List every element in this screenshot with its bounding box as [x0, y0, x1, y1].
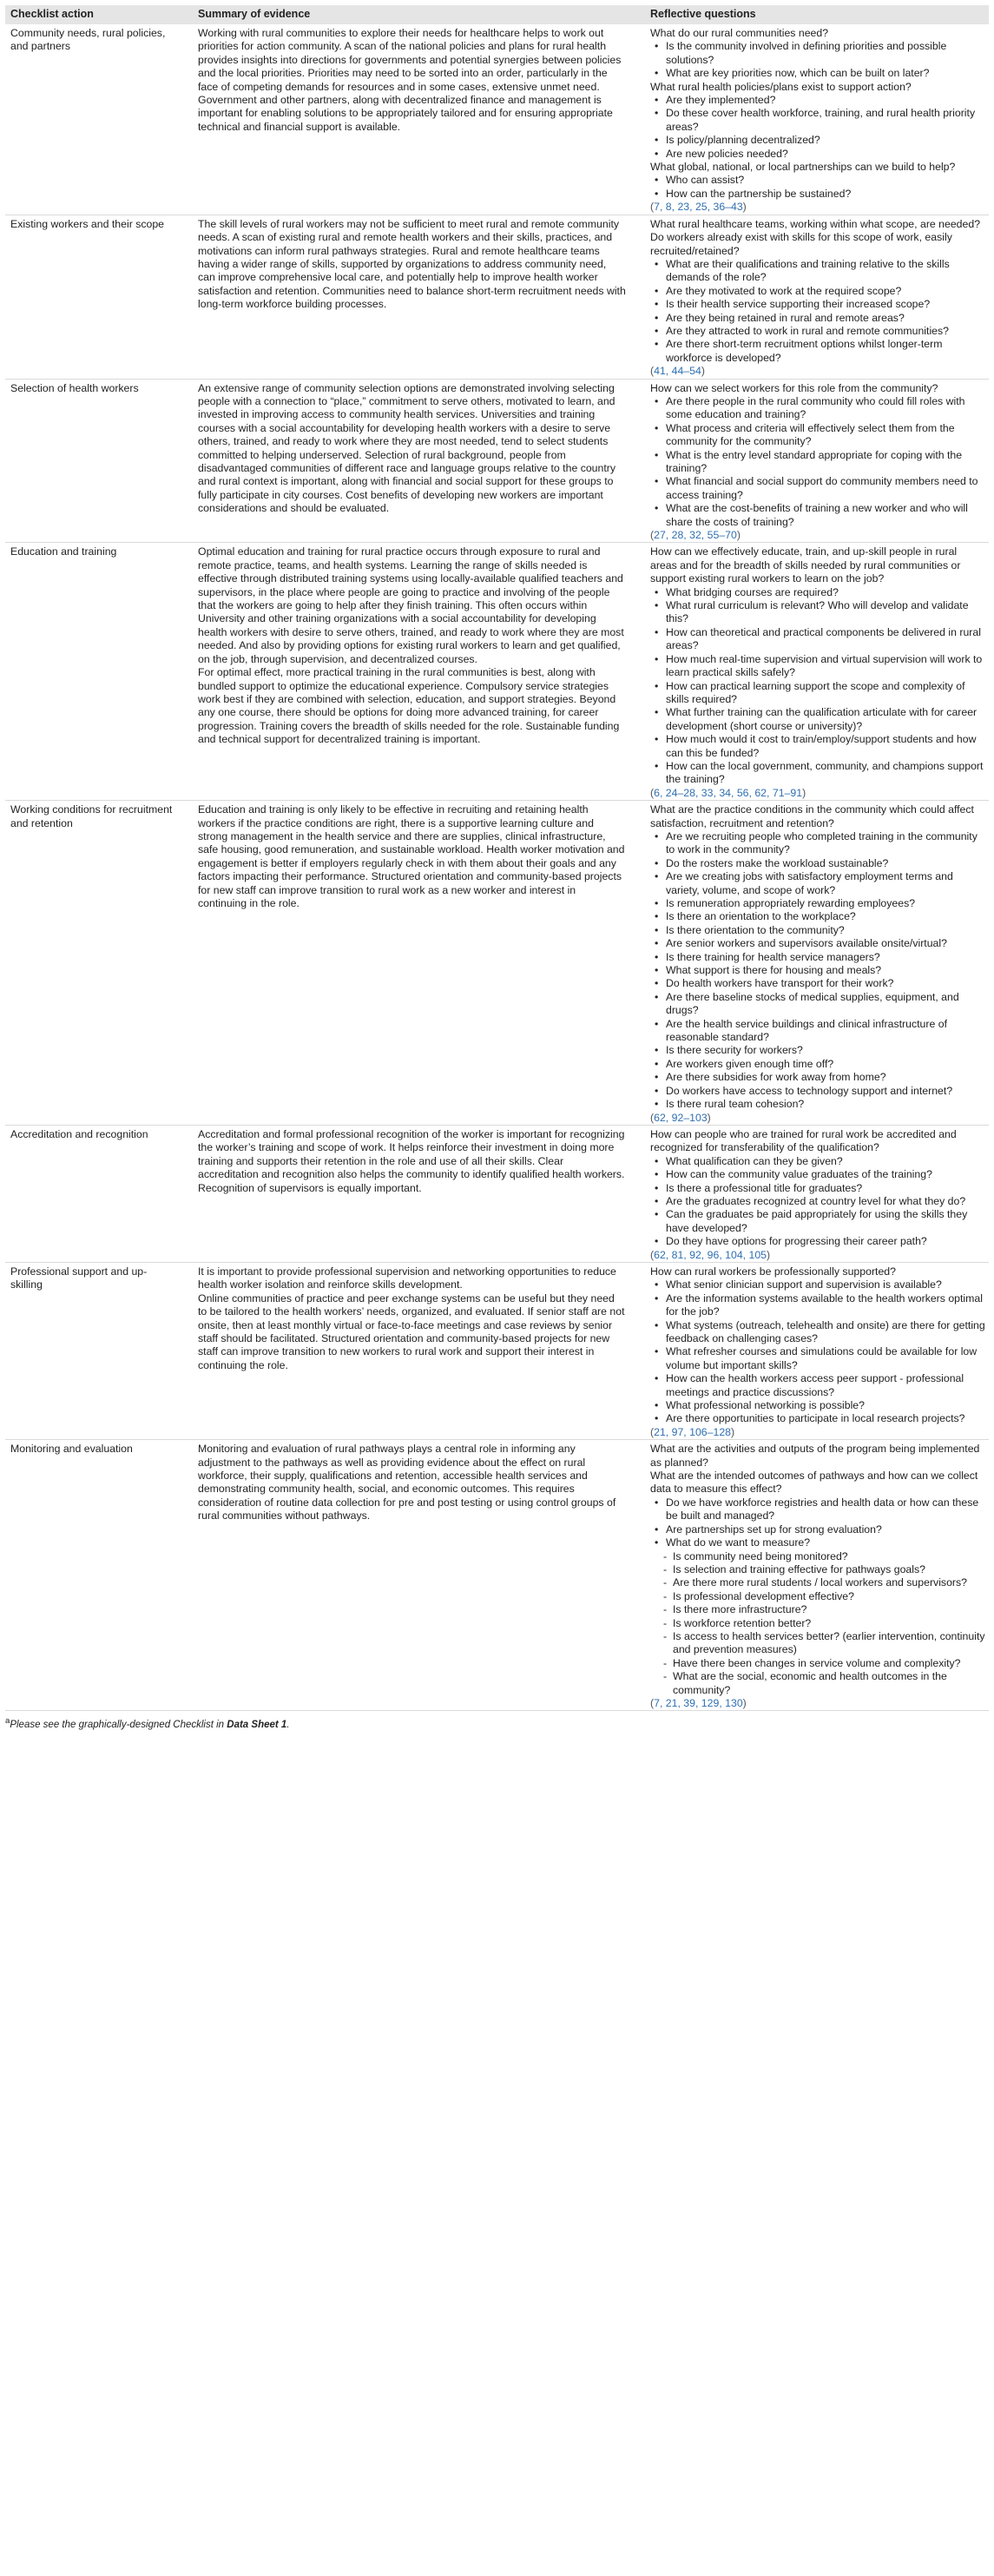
question-item: • What financial and social support do community members need to access training?	[666, 475, 985, 502]
question-item: • Are workers given enough time off?	[666, 1058, 985, 1071]
question-item: • Is there orientation to the community?	[666, 924, 985, 937]
question-item: • What is the entry level standard appropriate for coping with the training?	[666, 449, 985, 476]
question-item: • Do they have options for progressing their career path?	[666, 1235, 985, 1248]
question-lead: Do workers already exist with skills for this scope of work, easily recruited/retained?	[650, 231, 952, 257]
question-item: • Is the community involved in defining priorities and possible solutions?	[666, 40, 985, 67]
question-item: • Who can assist?	[666, 174, 985, 187]
question-item: • Are there opportunities to participate in local research projects?	[666, 1412, 985, 1425]
question-item: • Are there people in the rural community who could fill roles with some education and training?	[666, 395, 985, 422]
question-item: • How can practical learning support the scope and complexity of skills required?	[666, 680, 985, 707]
question-item: • Are there subsidies for work away from home?	[666, 1071, 985, 1084]
question-lead: How can rural workers be professionally supported?	[650, 1265, 896, 1278]
summary-paragraph: Accreditation and formal professional recognition of the worker is important for recognizing the worker’s training and scope of work. It helps reinforce their investment in doing more training and supports their retention in the role and use of all their skills. Clear accreditation and recognition also helps the community to identify qualified health workers. Recognition of supervisors is equally important.	[198, 1127, 625, 1194]
checklist-table	[5, 5, 989, 1711]
question-list	[650, 174, 985, 201]
checklist-action-cell: Education and training	[5, 543, 193, 801]
summary-of-evidence-cell	[193, 1125, 645, 1262]
reference-numbers[interactable]: 62, 92–103	[654, 1111, 708, 1124]
table-row	[5, 801, 989, 1126]
table-row	[5, 543, 989, 801]
reference-citations[interactable]: (6, 24–28, 33, 34, 56, 62, 71–91)	[650, 786, 806, 799]
summary-of-evidence-cell	[193, 1440, 645, 1711]
table-row	[5, 1440, 989, 1711]
measure-item: - What are the social, economic and health outcomes in the community?	[673, 1670, 985, 1697]
question-item: • Do these cover health workforce, training, and rural health priority areas?	[666, 107, 985, 134]
checklist-action-cell: Existing workers and their scope	[5, 215, 193, 379]
footnote-end: .	[286, 1720, 290, 1731]
question-item: • What further training can the qualification articulate with for career development (short course or university)?	[666, 706, 985, 733]
question-item: • Is policy/planning decentralized?	[666, 134, 985, 147]
footnote-mark: a	[5, 1716, 10, 1727]
table-row	[5, 215, 989, 379]
header-checklist-action: Checklist action	[5, 5, 193, 24]
measure-item: - Is professional development effective?	[673, 1590, 985, 1603]
measure-item: - Is community need being monitored?	[673, 1550, 985, 1563]
question-item: • Do workers have access to technology support and internet?	[666, 1085, 985, 1098]
question-lead: What rural healthcare teams, working within what scope, are needed?	[650, 217, 981, 230]
question-item: • Do the rosters make the workload sustainable?	[666, 857, 985, 870]
reference-numbers[interactable]: 6, 24–28, 33, 34, 56, 62, 71–91	[654, 786, 803, 799]
question-item: • What are key priorities now, which can be built on later?	[666, 67, 985, 80]
reference-citations[interactable]: (7, 8, 23, 25, 36–43)	[650, 201, 747, 214]
question-item: • Are new policies needed?	[666, 148, 985, 161]
question-item: • What are the cost-benefits of training a new worker and who will share the costs of training?	[666, 502, 985, 529]
question-item: • What senior clinician support and supervision is available?	[666, 1278, 985, 1291]
reference-citations[interactable]: (27, 28, 32, 55–70)	[650, 529, 741, 542]
checklist-action-cell: Working conditions for recruitment and retention	[5, 801, 193, 1126]
question-item: • What refresher courses and simulations could be available for low volume but important skills?	[666, 1345, 985, 1372]
question-item: • How much would it cost to train/employ/support students and how can this be funded?	[666, 733, 985, 760]
question-item: • What are their qualifications and training relative to the skills demands of the role?	[666, 258, 985, 285]
question-item: • Do we have workforce registries and health data or how can these be built and managed?	[666, 1496, 985, 1523]
reference-numbers[interactable]: 7, 21, 39, 129, 130	[654, 1696, 743, 1709]
table-row	[5, 379, 989, 543]
table-row	[5, 24, 989, 215]
measure-item: - Is selection and training effective for pathways goals?	[673, 1563, 985, 1576]
question-lead: What are the practice conditions in the community which could affect satisfaction, recruitment and retention?	[650, 803, 974, 829]
question-item: • Are they motivated to work at the required scope?	[666, 285, 985, 298]
question-list	[650, 395, 985, 529]
question-item: • Is there an orientation to the workplace?	[666, 910, 985, 923]
reference-numbers[interactable]: 62, 81, 92, 96, 104, 105	[654, 1248, 767, 1261]
reference-citations[interactable]: (41, 44–54)	[650, 365, 705, 378]
reflective-questions-cell	[645, 215, 989, 379]
checklist-table-wrapper	[5, 5, 989, 1733]
question-item: • Is there training for health service managers?	[666, 951, 985, 964]
reflective-questions-cell	[645, 1125, 989, 1262]
reference-numbers[interactable]: 7, 8, 23, 25, 36–43	[654, 201, 743, 214]
question-item: • How can the local government, community, and champions support the training?	[666, 760, 985, 787]
question-lead: How can we select workers for this role from the community?	[650, 381, 938, 394]
summary-paragraph: An extensive range of community selection options are demonstrated involving selecting people with a connection to “place,” commitment to serve others, motivated to learn, and invested in improving access to community health services. Universities and training courses with a social accountability for developing health workers with a desire to serve others, trained, and ready to work where they are most needed, tend to select students committed to helping underserved. Selection of rural background, people from disadvantaged communities of different race and language groups relative to the country and rural context is important, along with financial and social support for these groups to fully participate in city courses. Cost benefits of developing new workers are important considerations and should be evaluated.	[198, 381, 616, 515]
question-item: • How can the health workers access peer support - professional meetings and practice discussions?	[666, 1372, 985, 1399]
question-list	[650, 830, 985, 1112]
measure-item: - Are there more rural students / local workers and supervisors?	[673, 1576, 985, 1589]
reference-citations[interactable]: (62, 81, 92, 96, 104, 105)	[650, 1248, 771, 1261]
data-sheet-link[interactable]: Data Sheet 1	[227, 1720, 287, 1731]
measure-item: - Is workforce retention better?	[673, 1617, 985, 1630]
summary-paragraph: Online communities of practice and peer exchange systems can be useful but they need to be tailored to the health workers’ needs, organized, and evaluated. If senior staff are not onsite, then at least monthly virtual or face-to-face meetings and case reviews by senior staff should be facilitated. Structured orientation and community-based projects for new staff can improve transition to new workers to rural work and support their interest in continuing the role.	[198, 1291, 625, 1371]
question-list	[650, 258, 985, 365]
checklist-action-cell: Monitoring and evaluation	[5, 1440, 193, 1711]
question-item: • Is their health service supporting their increased scope?	[666, 298, 985, 311]
summary-paragraph: Monitoring and evaluation of rural pathways plays a central role in informing any adjustment to the pathways as well as providing evidence about the effect on rural workforce, their supply, qualifications and retention, accessible health services and demonstrating community health, social, and economic outcomes. This requires consideration of routine data collection for pre and post testing or using control groups of rural communities without pathways.	[198, 1443, 616, 1522]
question-item: • What qualification can they be given?	[666, 1155, 985, 1168]
summary-of-evidence-cell	[193, 379, 645, 543]
summary-of-evidence-cell	[193, 215, 645, 379]
summary-paragraph: For optimal effect, more practical training in the rural communities is best, along with bundled support to optimize the educational experience. Compulsory service strategies work best if they are combined with selection, education, and support strategies. Beyond any one course, there should be options for doing more advanced training, for career progression. Training covers the breadth of skills needed for the role. Sustainable funding and technical support for decentralized training is important.	[198, 666, 620, 746]
question-item: • Can the graduates be paid appropriately for using the skills they have developed?	[666, 1208, 985, 1235]
question-item: • What systems (outreach, telehealth and onsite) are there for getting feedback on challenging cases?	[666, 1319, 985, 1346]
summary-paragraph: The skill levels of rural workers may not be sufficient to meet rural and remote community needs. A scan of existing rural and remote health workers and their skills, practices, and motivations can inform rural pathways strategies. Rural and remote healthcare teams having a wider range of skills, supported by organizations to address community need, can improve comprehensive local care, and potentially help to improve health worker satisfaction and retention. Communities need to balance short-term recruitment needs with long-term workforce building processes.	[198, 217, 626, 311]
question-item: • Are the information systems available to the health workers optimal for the job?	[666, 1292, 985, 1319]
question-item: • Are they being retained in rural and remote areas?	[666, 312, 985, 325]
summary-of-evidence-cell	[193, 543, 645, 801]
question-item: • Do health workers have transport for their work?	[666, 977, 985, 990]
table-row	[5, 1125, 989, 1262]
question-lead: What are the intended outcomes of pathways and how can we collect data to measure this effect?	[650, 1470, 978, 1496]
question-item: • Is there a professional title for graduates?	[666, 1182, 985, 1195]
question-item: • How can the partnership be sustained?	[666, 188, 985, 201]
measure-item: - Is there more infrastructure?	[673, 1603, 985, 1616]
checklist-action-cell: Selection of health workers	[5, 379, 193, 543]
checklist-action-cell: Community needs, rural policies, and partners	[5, 24, 193, 215]
reflective-questions-cell	[645, 379, 989, 543]
table-row	[5, 1262, 989, 1439]
question-item: • Are there short-term recruitment options whilst longer-term workforce is developed?	[666, 338, 985, 365]
question-item: • What support is there for housing and meals?	[666, 964, 985, 977]
table-header	[5, 5, 989, 24]
question-item: • Is remuneration appropriately rewarding employees?	[666, 897, 985, 910]
question-item: • What do we want to measure?	[666, 1536, 985, 1549]
reference-numbers[interactable]: 21, 97, 106–128	[654, 1425, 732, 1438]
header-summary-of-evidence: Summary of evidence	[193, 5, 645, 24]
question-list	[650, 1278, 985, 1425]
question-lead: What rural health policies/plans exist to support action?	[650, 80, 912, 93]
measure-list	[650, 1550, 985, 1697]
measure-item: - Is access to health services better? (earlier intervention, continuity and prevention measures)	[673, 1630, 985, 1657]
checklist-action-cell: Accreditation and recognition	[5, 1125, 193, 1262]
question-item: • What process and criteria will effectively select them from the community for the community?	[666, 422, 985, 449]
question-item: • Are we creating jobs with satisfactory employment terms and variety, volume, and scope of work?	[666, 870, 985, 897]
question-item: • Are the health service buildings and clinical infrastructure of reasonable standard?	[666, 1018, 985, 1045]
question-item: • What rural curriculum is relevant? Who will develop and validate this?	[666, 599, 985, 626]
question-item: • How can the community value graduates of the training?	[666, 1168, 985, 1181]
question-lead: How can people who are trained for rural work be accredited and recognized for transferability of the qualification?	[650, 1127, 957, 1154]
summary-of-evidence-cell	[193, 24, 645, 215]
checklist-action-cell: Professional support and up-skilling	[5, 1262, 193, 1439]
question-lead: What do our rural communities need?	[650, 27, 829, 39]
reference-numbers[interactable]: 41, 44–54	[654, 365, 701, 378]
question-item: • Are senior workers and supervisors available onsite/virtual?	[666, 937, 985, 950]
reference-citations[interactable]: (7, 21, 39, 129, 130)	[650, 1696, 747, 1709]
summary-of-evidence-cell	[193, 801, 645, 1126]
question-list	[650, 1155, 985, 1249]
question-item: • Are there baseline stocks of medical supplies, equipment, and drugs?	[666, 991, 985, 1018]
question-item: • What professional networking is possible?	[666, 1399, 985, 1412]
reflective-questions-cell	[645, 1262, 989, 1439]
question-item: • Is there rural team cohesion?	[666, 1098, 985, 1111]
question-item: • Are the graduates recognized at country level for what they do?	[666, 1195, 985, 1208]
question-item: • Are partnerships set up for strong evaluation?	[666, 1523, 985, 1536]
question-item: • How can theoretical and practical components be delivered in rural areas?	[666, 626, 985, 653]
summary-paragraph: Education and training is only likely to be effective in recruiting and retaining health workers if the practice conditions are right, there is a supportive learning culture and strong management in the health service and there are supplies, clinical infrastructure, safe housing, good remuneration, and sustainable workload. Health worker motivation and engagement is better if employers regularly check in with them about their goals and any factors impacting their performance. Structured orientation and community-based projects for new staff can improve transition to rural work as a new worker and interest in continuing in the role.	[198, 803, 625, 909]
reference-citations[interactable]: (62, 92–103)	[650, 1111, 711, 1124]
summary-paragraph: It is important to provide professional supervision and networking opportunities to reduce health worker isolation and reinforce skills development.	[198, 1265, 616, 1291]
question-item: • Are they implemented?	[666, 94, 985, 107]
measure-item: - Have there been changes in service volume and complexity?	[673, 1657, 985, 1670]
table-body	[5, 24, 989, 1711]
question-item: • How much real-time supervision and virtual supervision will work to learn practical skills safely?	[666, 653, 985, 680]
reference-citations[interactable]: (21, 97, 106–128)	[650, 1425, 735, 1438]
question-lead: What global, national, or local partnerships can we build to help?	[650, 161, 956, 174]
footnote-text: Please see the graphically-designed Checklist in	[10, 1720, 227, 1731]
question-lead: What are the activities and outputs of the program being implemented as planned?	[650, 1443, 980, 1469]
question-item: • Are we recruiting people who completed training in the community to work in the community?	[666, 830, 985, 857]
summary-paragraph: Working with rural communities to explore their needs for healthcare helps to work out priorities for action community. A scan of the national policies and plans for rural health provides insights into directions for governments and potential synergies between policies and the local priorities. Priorities may need to be sorted into an order, particularly in the face of competing demands for resources and in some cases, extensive unmet need. Government and other partners, along with decentralized finance and management is important for enabling solutions to be appropriately tailored and for ensuring appropriate technical and financial support is available.	[198, 27, 622, 133]
question-item: • What bridging courses are required?	[666, 586, 985, 599]
reflective-questions-cell	[645, 24, 989, 215]
question-list	[650, 586, 985, 787]
reflective-questions-cell	[645, 801, 989, 1126]
question-item: • Is there security for workers?	[666, 1044, 985, 1057]
reflective-questions-cell	[645, 1440, 989, 1711]
question-lead: How can we effectively educate, train, and up-skill people in rural areas and for the breadth of skills needed by rural communities or support existing rural workers to learn on the job?	[650, 545, 961, 585]
question-list	[650, 1496, 985, 1550]
table-footnote	[5, 1714, 989, 1732]
reflective-questions-cell	[645, 543, 989, 801]
question-list	[650, 94, 985, 161]
question-item: • Are they attracted to work in rural and remote communities?	[666, 325, 985, 338]
summary-of-evidence-cell	[193, 1262, 645, 1439]
reference-numbers[interactable]: 27, 28, 32, 55–70	[654, 529, 737, 542]
header-reflective-questions: Reflective questions	[645, 5, 989, 24]
summary-paragraph: Optimal education and training for rural practice occurs through exposure to rural and remote practice, teams, and health systems. Learning the range of skills needed is effective through distributed training systems using locally-available qualified teachers and supervisors, in the place where people are going to practice and involving of the people that the workers are going to help after they finish training. This often occurs within University and other training organizations with a social accountability for developing health workers with desire to serve others, trained, and ready to work where they are most needed. And also by providing options for existing rural workers to learn and get qualified, on the job, through supervision, and decentralized courses.	[198, 545, 624, 665]
question-list	[650, 40, 985, 80]
